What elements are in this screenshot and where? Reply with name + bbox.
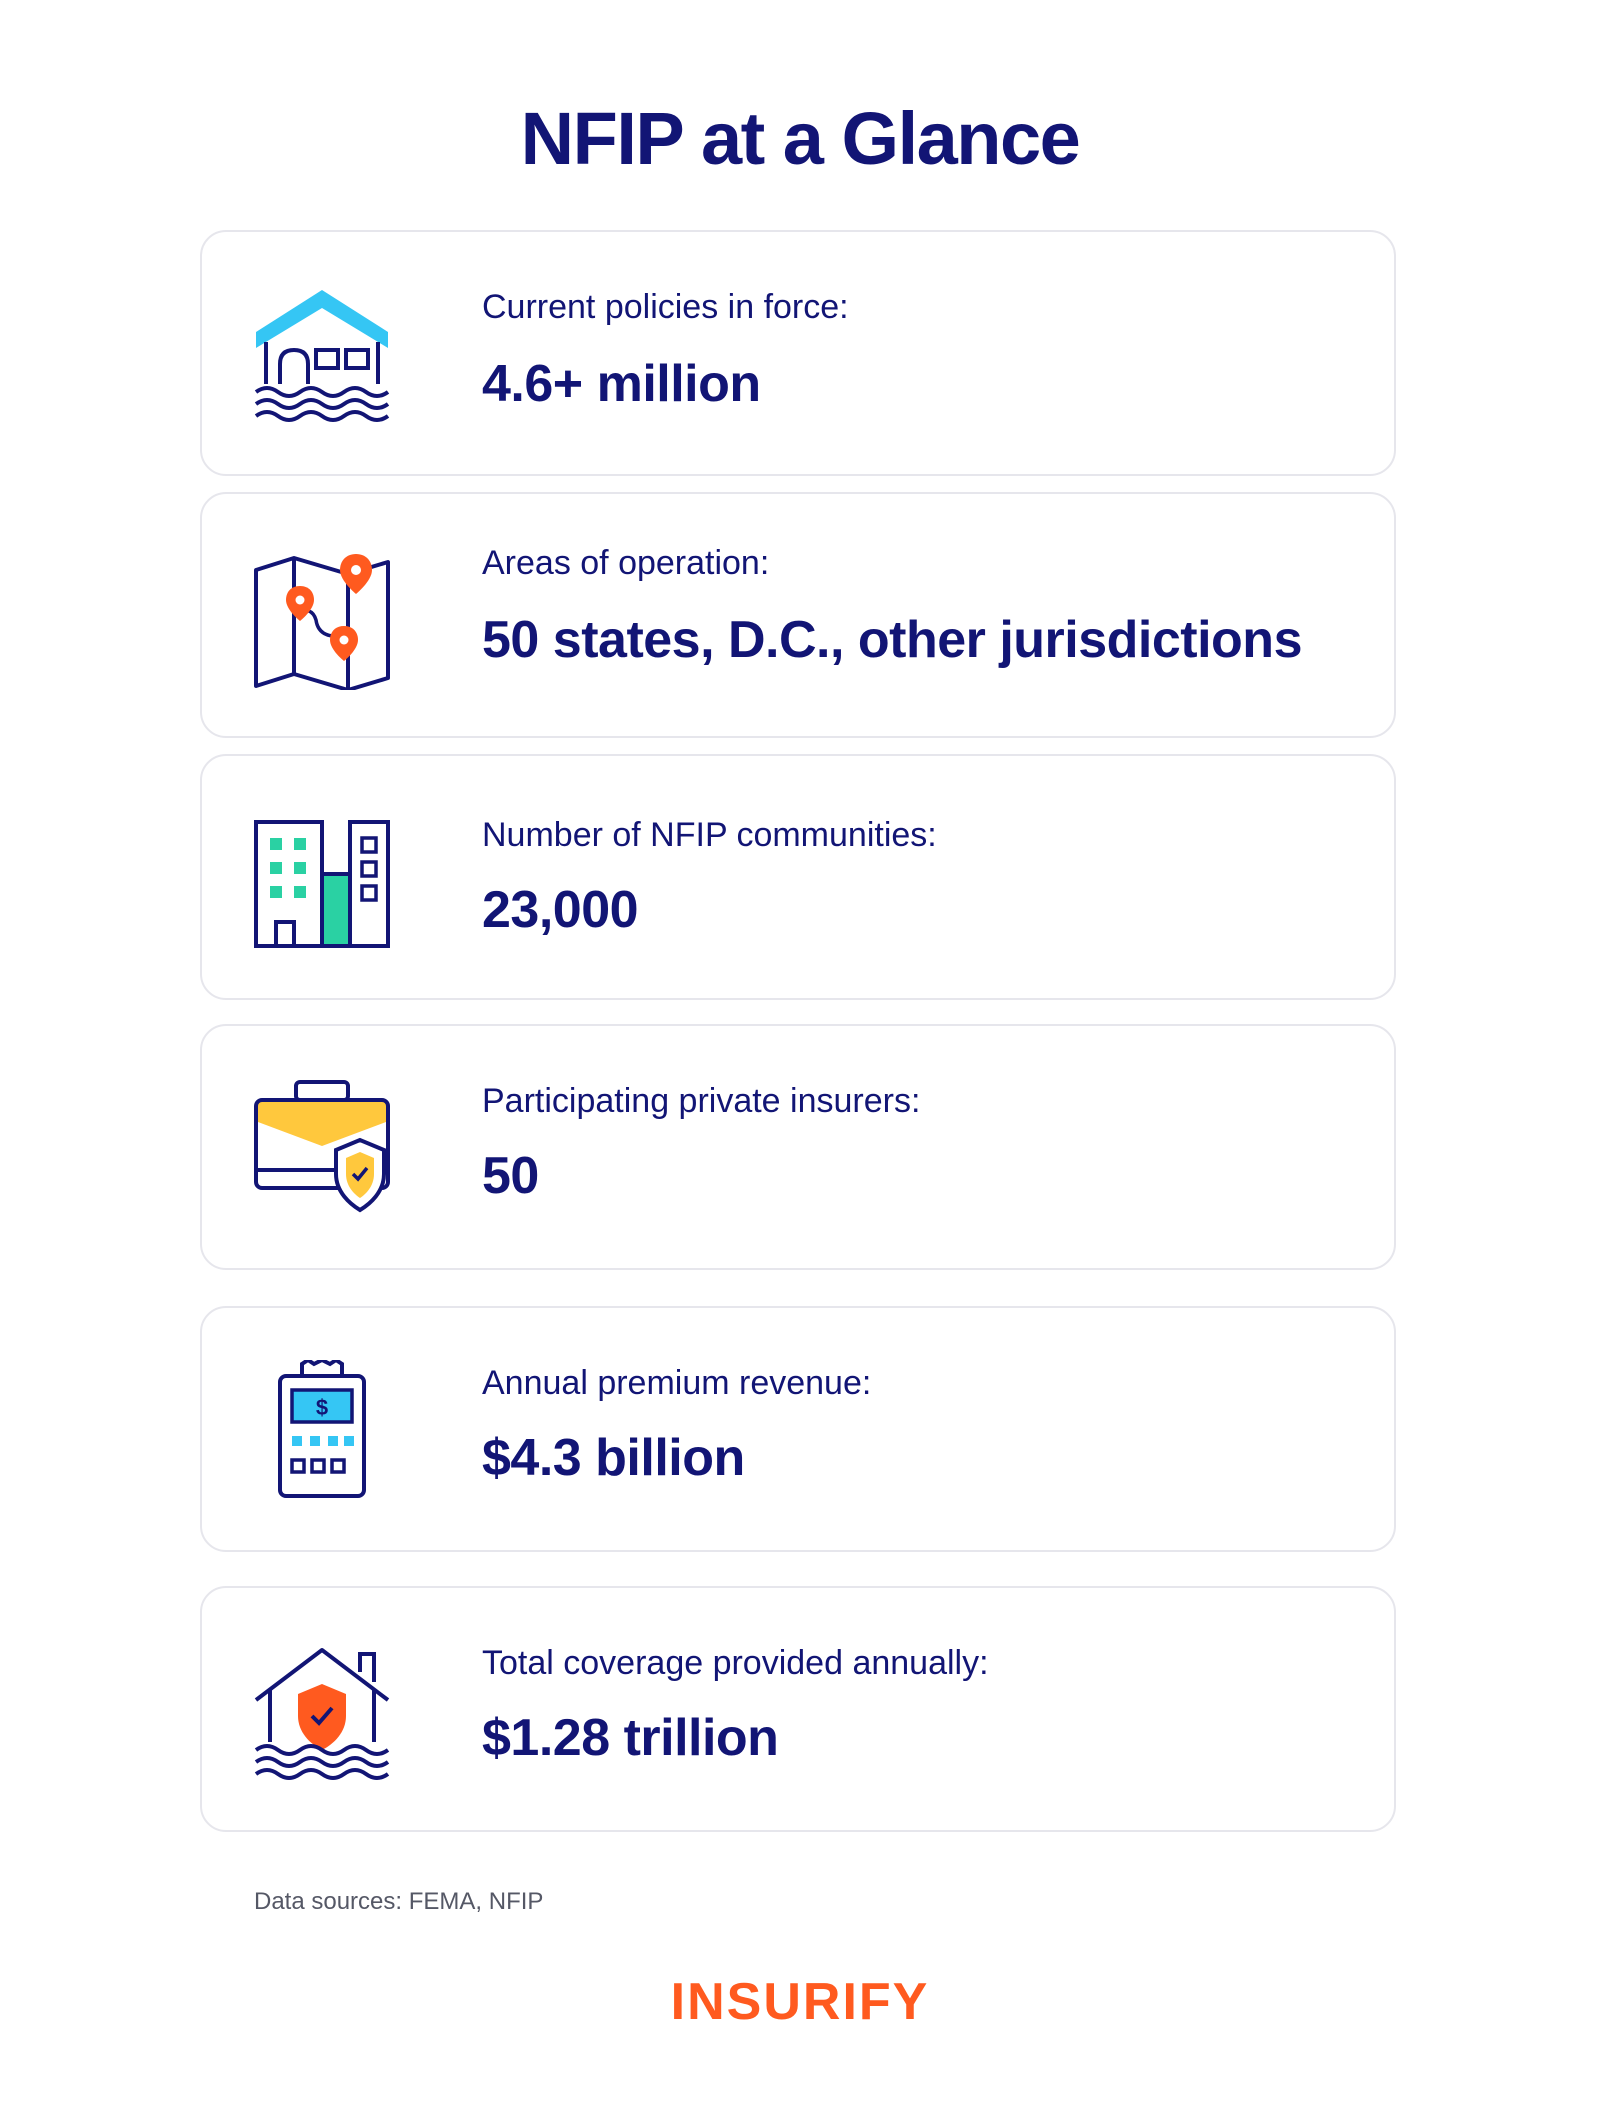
stat-card-insurers xyxy=(200,1024,1396,1270)
stat-label: Annual premium revenue: xyxy=(482,1364,872,1402)
flooded-house-icon xyxy=(252,284,392,424)
stat-value: 50 states, D.C., other jurisdictions xyxy=(482,611,1302,669)
house-shield-flood-icon xyxy=(252,1642,392,1782)
stat-label: Participating private insurers: xyxy=(482,1082,921,1120)
stat-card-policies xyxy=(200,230,1396,476)
data-sources: Data sources: FEMA, NFIP xyxy=(254,1888,544,1915)
stat-label: Number of NFIP communities: xyxy=(482,816,937,854)
buildings-icon xyxy=(252,812,392,952)
stat-card-coverage xyxy=(200,1586,1396,1832)
stat-card-communities xyxy=(200,754,1396,1000)
stat-label: Total coverage provided annually: xyxy=(482,1644,989,1682)
stat-card-areas xyxy=(200,492,1396,738)
stat-value: 4.6+ million xyxy=(482,355,761,413)
stat-value: $4.3 billion xyxy=(482,1429,745,1487)
stat-value: 23,000 xyxy=(482,881,639,939)
stat-label: Areas of operation: xyxy=(482,544,770,582)
stat-value: $1.28 trillion xyxy=(482,1709,779,1767)
payment-terminal-icon xyxy=(252,1360,392,1500)
map-pins-icon xyxy=(252,550,392,690)
stat-label: Current policies in force: xyxy=(482,288,849,326)
stat-value: 50 xyxy=(482,1147,539,1205)
svg-text:$: $ xyxy=(315,1395,329,1420)
page-title: NFIP at a Glance xyxy=(520,97,1080,180)
stat-card-revenue xyxy=(200,1306,1396,1552)
briefcase-shield-icon xyxy=(252,1078,392,1218)
insurify-logo: INSURIFY xyxy=(670,1973,930,2031)
